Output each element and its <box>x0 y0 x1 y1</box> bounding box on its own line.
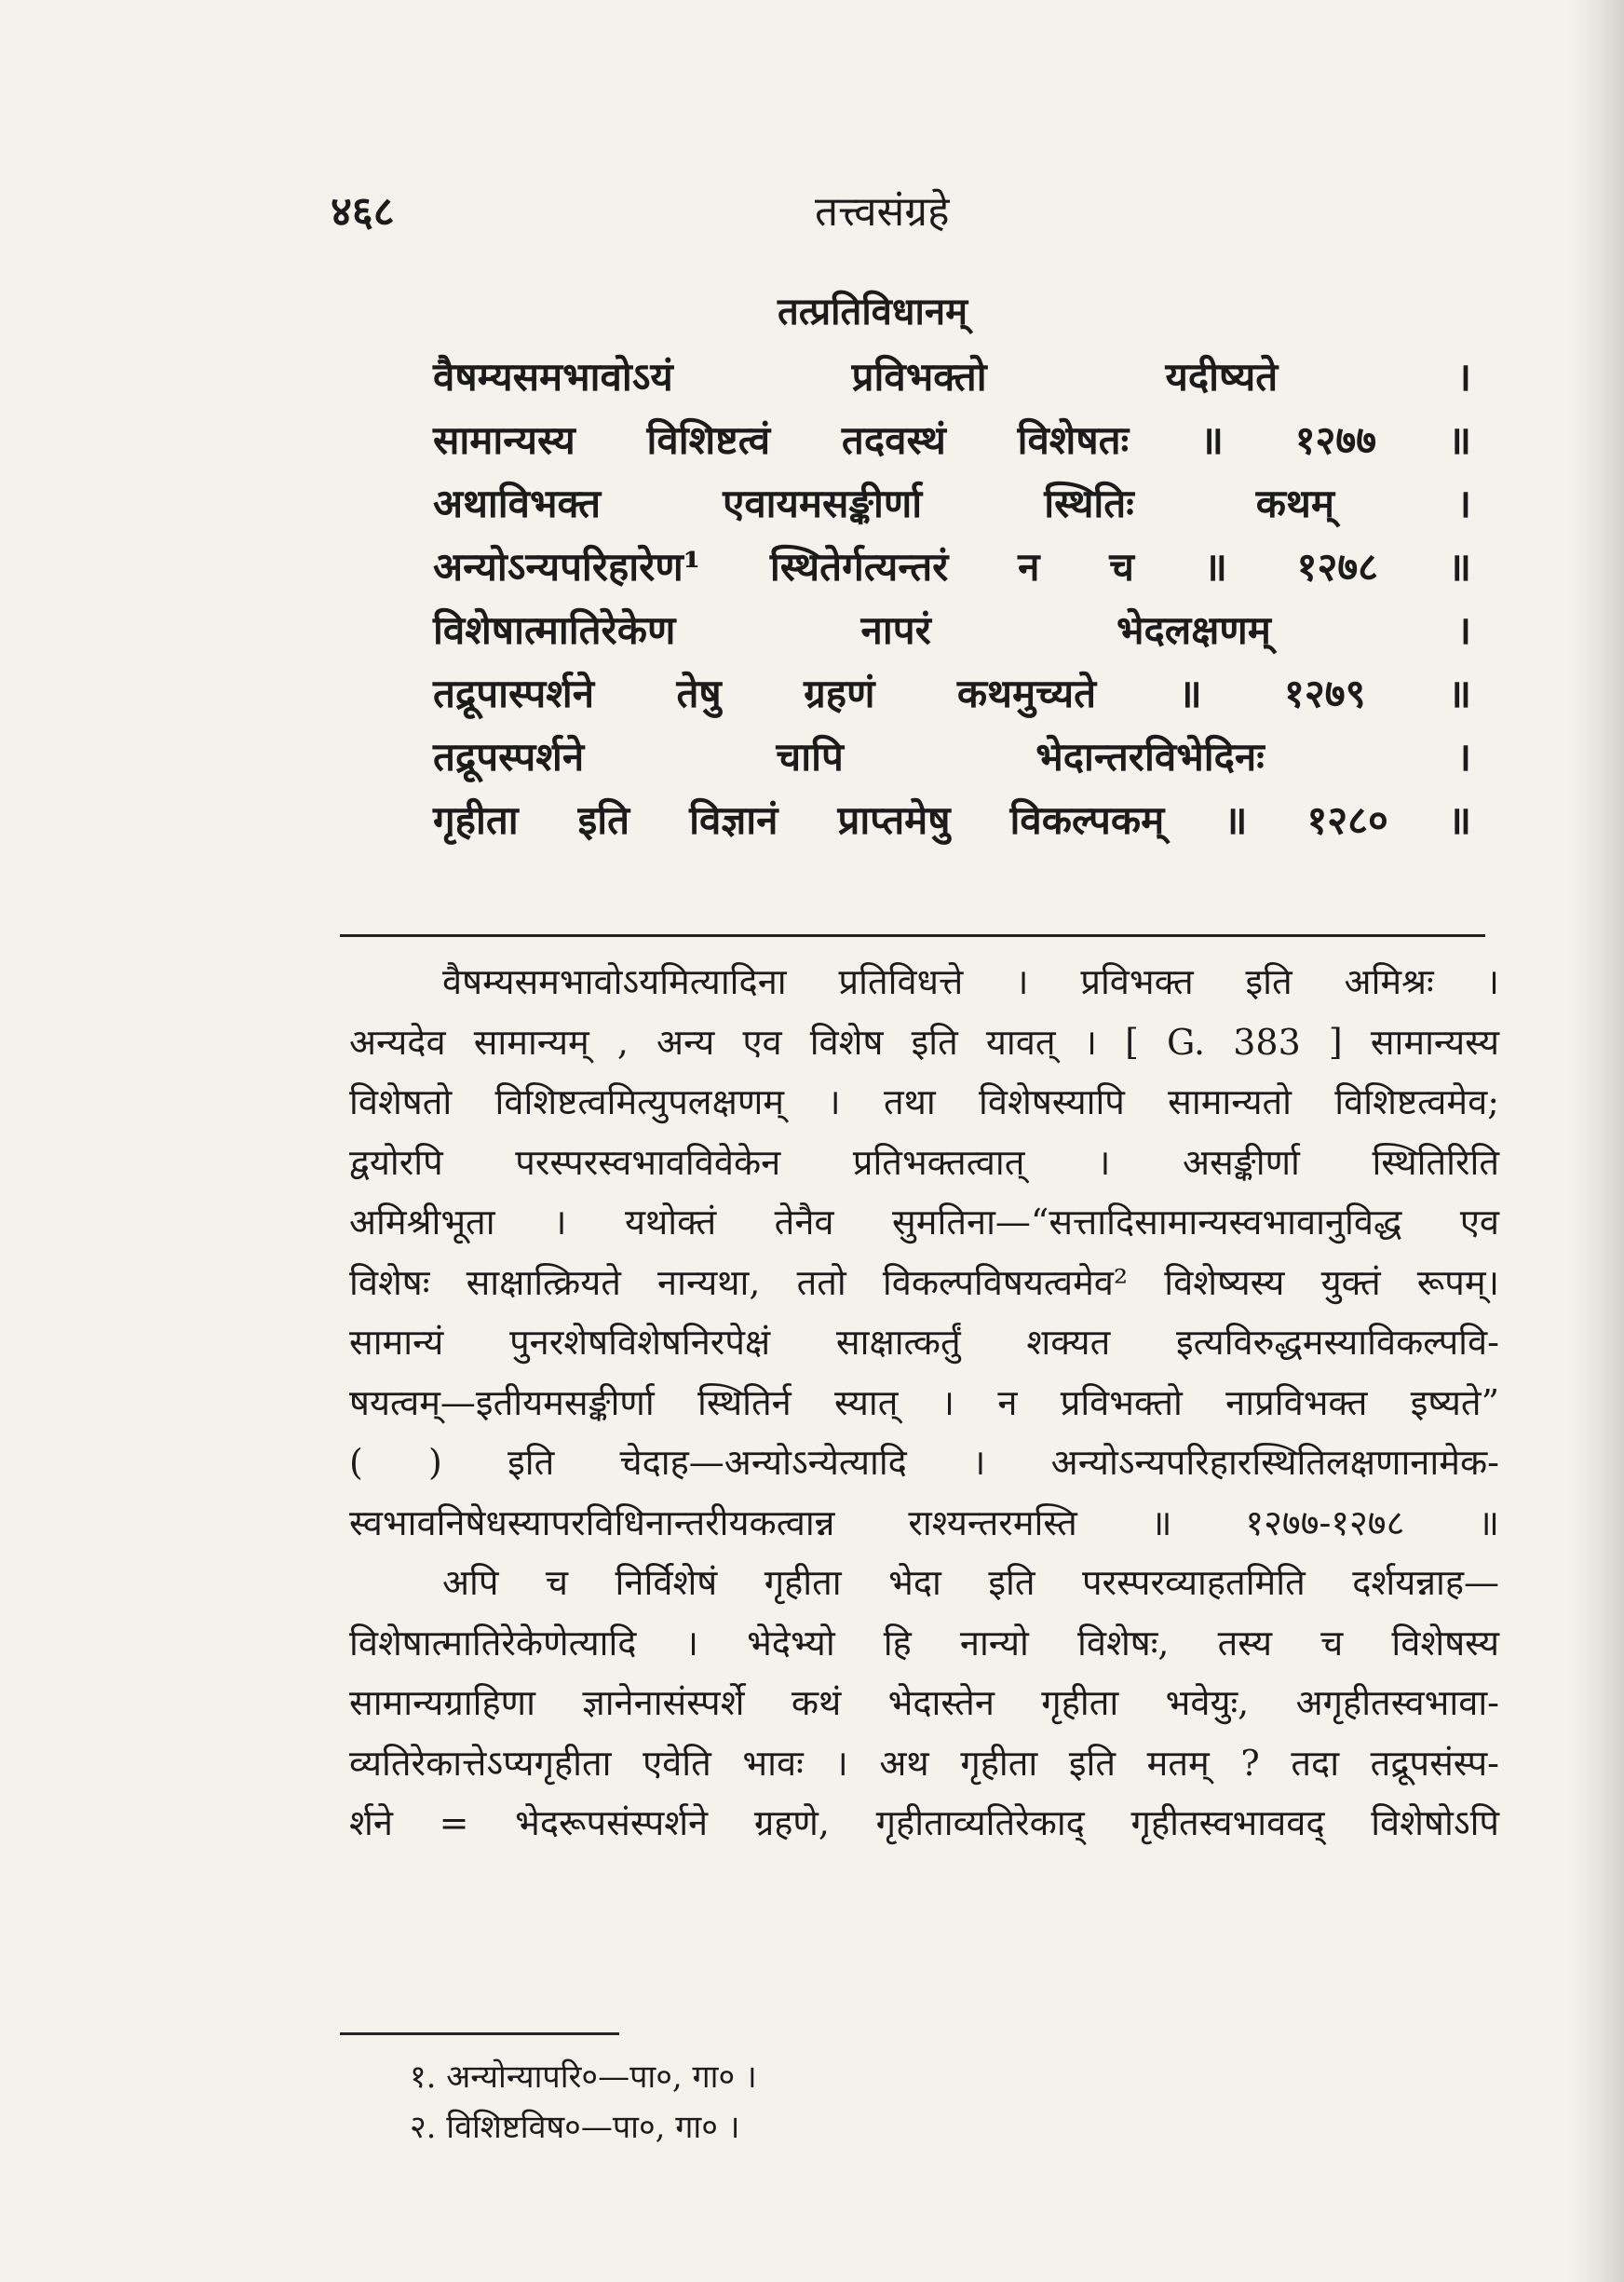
verse-line: तद्रूपास्पर्शने तेषु ग्रहणं कथमुच्यते ॥ १२७९ ॥ <box>433 671 1471 716</box>
verse-line: गृहीता इति विज्ञानं प्राप्तमेषु विकल्पकम् ॥ १२८० ॥ <box>433 797 1471 843</box>
commentary-paragraph <box>349 952 1499 1553</box>
verse-line: तद्रूपस्पर्शने चापि भेदान्तरविभेदिनः । <box>433 734 1471 780</box>
commentary-line: सामान्यं पुनरशेषविशेषनिरपेक्षं साक्षात्कर्तुं शक्यत इत्यविरुद्धमस्याविकल्पवि- <box>349 1322 1499 1363</box>
commentary-line: व्यतिरेकात्तेऽप्यगृहीता एवेति भावः । अथ गृहीता इति मतम् ? तदा तद्रूपसंस्प- <box>349 1742 1499 1784</box>
footnote-divider-rule <box>340 2032 619 2035</box>
verse-line: अथाविभक्त एवायमसङ्कीर्णा स्थितिः कथम् । <box>433 481 1471 526</box>
commentary-line: ( ) इति चेदाह—अन्योऽन्येत्यादि । अन्योऽन्यपरिहारस्थितिलक्षणानामेक- <box>349 1442 1499 1483</box>
verse-line: वैषम्यसमभावोऽयं प्रविभक्तो यदीष्यते । <box>433 354 1471 400</box>
commentary-line: सामान्यग्राहिणा ज्ञानेनासंस्पर्शे कथं भेदास्तेन गृहीता भवेयुः, अगृहीतस्वभावा- <box>349 1682 1499 1723</box>
commentary-line: द्वयोरपि परस्परस्वभावविवेकेन प्रतिभक्तत्वात् । असङ्कीर्णा स्थितिरिति <box>349 1141 1499 1183</box>
commentary-line: विशेषात्मातिरेकेणेत्यादि । भेदेभ्यो हि नान्यो विशेषः, तस्य च विशेषस्य <box>349 1622 1499 1664</box>
section-heading: तत्प्रतिविधानम् <box>778 290 968 333</box>
commentary-line: विशेषः साक्षात्क्रियते नान्यथा, ततो विकल्पविषयत्वमेव² विशेष्यस्य युक्तं रूपम्। <box>349 1261 1499 1303</box>
page-edge-shadow <box>1568 0 1624 2282</box>
verse-line: विशेषात्मातिरेकेण नापरं भेदलक्षणम् । <box>433 607 1471 653</box>
commentary-paragraph <box>349 1553 1499 1854</box>
page-header <box>331 182 1485 238</box>
commentary-line: षयत्वम्—इतीयमसङ्कीर्णा स्थितिर्न स्यात् । न प्रविभक्तो नाप्रविभक्त इष्यते” <box>349 1381 1499 1423</box>
verse-block <box>433 349 1471 856</box>
page-number: ४६८ <box>331 188 395 236</box>
running-title: तत्त्वसंग्रहे <box>815 188 950 236</box>
footnote: १. अन्योन्यापरि०—पा०, गा० । <box>410 2058 757 2096</box>
commentary-line: स्वभावनिषेधस्यापरविधिनान्तरीयकत्वान्न राश्यन्तरमस्ति ॥ १२७७-१२७८ ॥ <box>349 1501 1499 1543</box>
commentary-line: अपि च निर्विशेषं गृहीता भेदा इति परस्परव्याहतमिति दर्शयन्नाह— <box>442 1562 1499 1603</box>
footnote: २. विशिष्टविष०—पा०, गा० । <box>410 2109 740 2146</box>
commentary-line: अमिश्रीभूता । यथोक्तं तेनैव सुमतिना—“सत्तादिसामान्यस्वभावानुविद्ध एव <box>349 1202 1499 1243</box>
commentary-line: अन्यदेव सामान्यम् , अन्य एव विशेष इति यावत् । [ G. 383 ] सामान्यस्य <box>349 1021 1499 1063</box>
commentary-line: र्शने = भेदरूपसंस्पर्शने ग्रहणे, गृहीताव्यतिरेकाद् गृहीतस्वभाववद् विशेषोऽपि <box>349 1802 1499 1843</box>
commentary-line: विशेषतो विशिष्टत्वमित्युपलक्षणम् । तथा विशेषस्यापि सामान्यतो विशिष्टत्वमेव; <box>349 1081 1499 1122</box>
verse-line: सामान्यस्य विशिष्टत्वं तदवस्थं विशेषतः ॥ १२७७ ॥ <box>433 417 1471 463</box>
verse-divider-rule <box>340 934 1485 937</box>
verse-line: अन्योऽन्यपरिहारेण¹ स्थितेर्गत्यन्तरं न च ॥ १२७८ ॥ <box>433 544 1471 590</box>
commentary-block <box>349 952 1499 1854</box>
footnotes <box>410 2054 757 2154</box>
commentary-line: वैषम्यसमभावोऽयमित्यादिना प्रतिविधत्ते । प्रविभक्त इति अमिश्रः । <box>442 961 1499 1002</box>
